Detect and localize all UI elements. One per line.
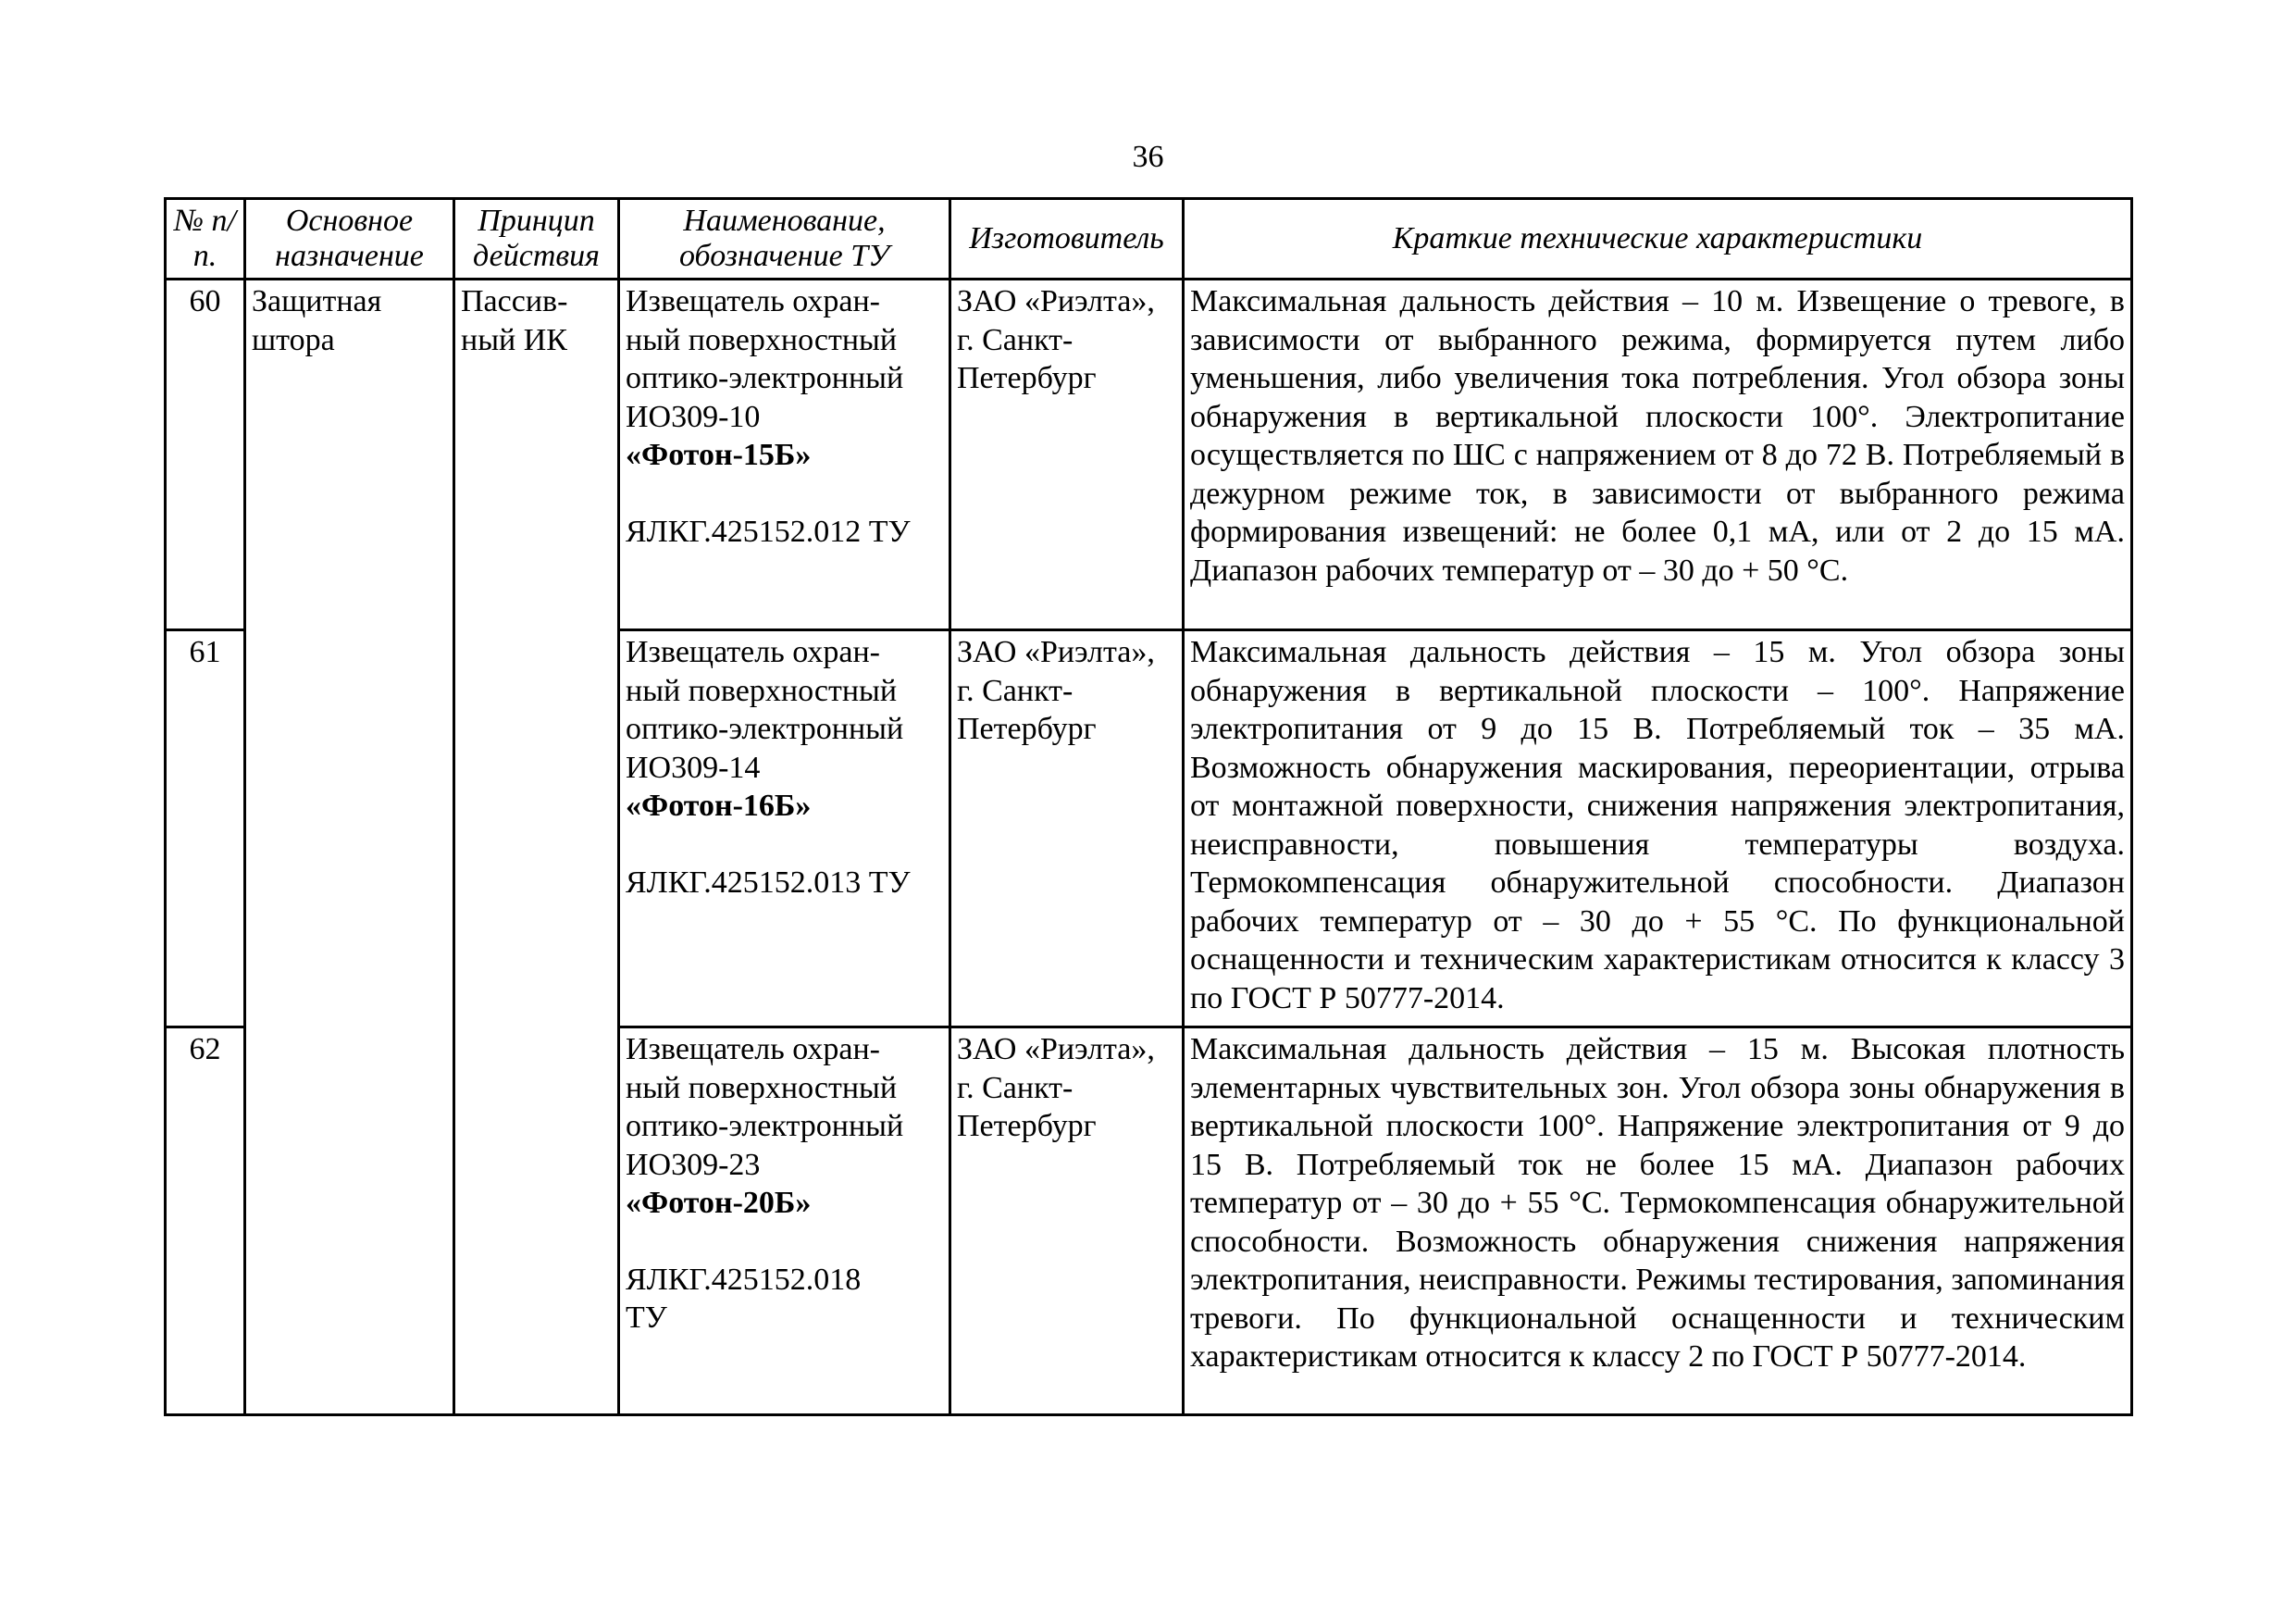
manufacturer-line: ЗАО «Риэлта», [957,1032,1155,1066]
device-name-line: оптико-электронный [626,361,904,395]
device-tu: ЯЛКГ.425152.018 [626,1262,862,1297]
device-name-line: Извещатель охран- [626,1032,881,1066]
manufacturer-line: ЗАО «Риэлта», [957,635,1155,669]
row-number: 60 [166,280,245,630]
device-name-line: Извещатель охран- [626,284,881,318]
manufacturer-line: ЗАО «Риэлта», [957,284,1155,318]
device-name-line: Извещатель охран- [626,635,881,669]
manufacturer-cell [950,630,1184,1027]
specs-cell: Максимальная дальность действия – 10 м. Извещение о тревоге, в зависимости от выбранного режима, формируется путем либо уменьшения, либо увеличения тока потребления. Угол обзора зоны обнаружения в вертикальной плоскости 100°. Электропитание осуществляется по ШС с напряжением от 8 до 72 В. Потребляемый в дежурном режиме ток, в зависимости от выбранного режима формирования извещений: не более 0,1 мА, или от 2 до 15 мА. Диапазон рабочих температур от – 30 до + 50 °С. [1184,280,2132,630]
specs-cell: Максимальная дальность действия – 15 м. Угол обзора зоны обнаружения в вертикальной плоскости – 100°. Напряжение электропитания от 9 до 15 В. Потребляемый ток – 35 мА. Возможность обнаружения маскирования, переориентации, отрыва от монтажной поверхности, снижения напряжения электропитания, неисправности, повышения температуры воздуха. Термокомпенсация обнаружительной способности. Диапазон рабочих температур от – 30 до + 55 °С. По функциональной оснащенности и техническим характеристикам относится к классу 3 по ГОСТ Р 50777-2014. [1184,630,2132,1027]
table-header-row [166,199,2132,280]
page-number: 36 [1132,140,1164,174]
device-name-cell [619,1027,950,1415]
manufacturer-cell [950,1027,1184,1415]
device-name-cell [619,630,950,1027]
device-tu: ЯЛКГ.425152.013 ТУ [626,865,911,900]
device-model: «Фотон-15Б» [626,438,812,472]
device-name-line: оптико-электронный [626,712,904,746]
manufacturer-line: г. Санкт- [957,1070,1074,1105]
device-name-line: ный поверхностный [626,322,898,357]
header-name: Наименование, обозначение ТУ [619,199,950,280]
device-name-cell [619,280,950,630]
row-number: 62 [166,1027,245,1415]
header-purpose: Основное назначение [245,199,454,280]
device-name-line: ИО309-23 [626,1147,761,1182]
purpose-cell: Защитная штора [245,280,454,1415]
principle-cell: Пассив-ный ИК [454,280,619,1415]
equipment-table [164,197,2133,1416]
header-specs: Краткие технические характеристики [1184,199,2132,280]
device-model: «Фотон-16Б» [626,789,812,823]
device-name-line: оптико-электронный [626,1109,904,1143]
device-name-line: ный поверхностный [626,673,898,708]
header-num: № п/п. [166,199,245,280]
specs-cell: Максимальная дальность действия – 15 м. Высокая плотность элементарных чувствительных зон. Угол обзора зоны обнаружения в вертикальной плоскости 100°. Напряжение электропитания от 9 до 15 В. Потребляемый ток не более 15 мА. Диапазон рабочих температур от – 30 до + 55 °С. Термокомпенсация обнаружительной способности. Возможность обнаружения снижения напряжения электропитания, неисправности. Режимы тестирования, запоминания тревоги. По функциональной оснащенности и техническим характеристикам относится к классу 2 по ГОСТ Р 50777-2014. [1184,1027,2132,1415]
device-name-line: ИО309-14 [626,750,761,785]
manufacturer-line: г. Санкт- [957,673,1074,708]
header-principle: Принцип действия [454,199,619,280]
row-number: 61 [166,630,245,1027]
table-row [166,280,2132,630]
manufacturer-cell [950,280,1184,630]
device-model: «Фотон-20Б» [626,1186,812,1220]
device-tu: ЯЛКГ.425152.012 ТУ [626,514,911,549]
manufacturer-line: г. Санкт- [957,322,1074,357]
manufacturer-line: Петербург [957,361,1097,395]
manufacturer-line: Петербург [957,1109,1097,1143]
device-name-line: ИО309-10 [626,399,761,434]
manufacturer-line: Петербург [957,712,1097,746]
header-manufacturer: Изготовитель [950,199,1184,280]
device-name-line: ный поверхностный [626,1070,898,1105]
device-tu: ТУ [626,1301,667,1335]
